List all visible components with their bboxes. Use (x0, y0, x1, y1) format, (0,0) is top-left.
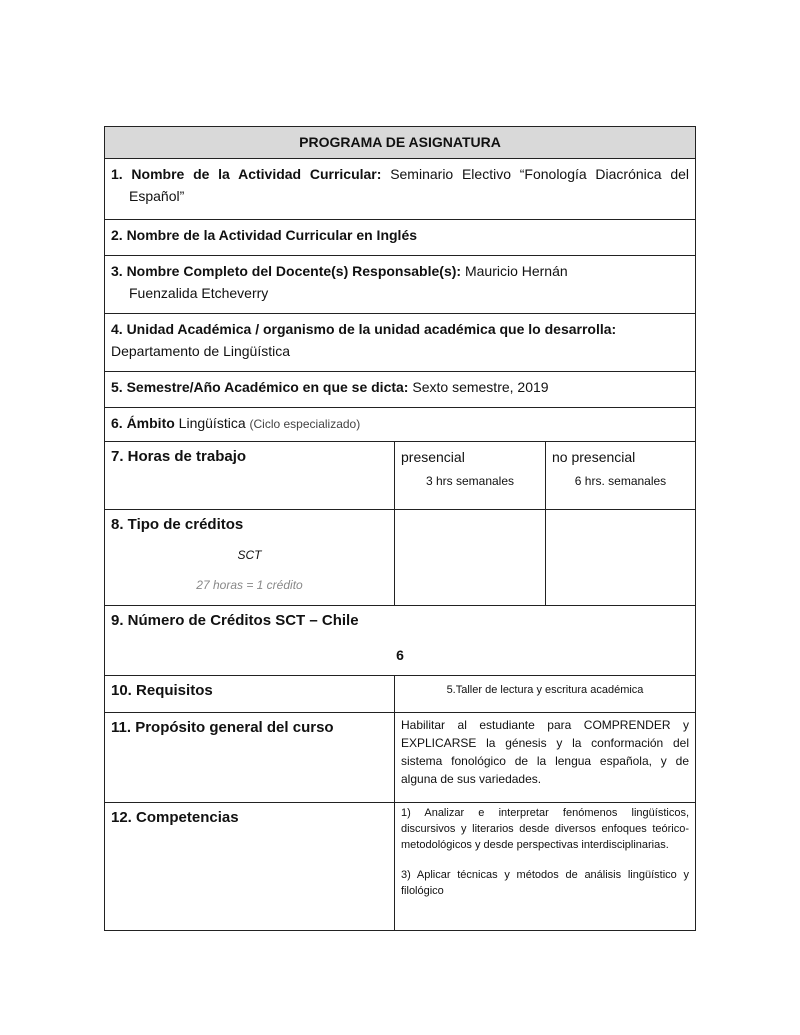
no-presencial-cell (546, 442, 695, 509)
competency-item: 1) Analizar e interpretar fenómenos lingüísticos, discursivos y literarios desde diversos enfoques teórico-metodológicos y desde perspectivas interdisciplinarias. (401, 807, 689, 851)
teacher-label: 3. Nombre Completo del Docente(s) Responsable(s): (111, 263, 462, 279)
purpose-label: 11. Propósito general del curso (105, 713, 395, 802)
presencial-value: 3 hrs semanales (425, 474, 515, 488)
row-semester (105, 371, 695, 407)
academic-unit-label: 4. Unidad Académica / organismo de la unidad académica que lo desarrolla: (111, 321, 617, 337)
credit-equivalence: 27 horas = 1 crédito (196, 578, 303, 592)
activity-name-cell (105, 159, 695, 219)
scope-cell (105, 408, 695, 441)
competency-item: 3) Aplicar técnicas y métodos de análisis lingüístico y filológico (401, 869, 689, 897)
requirements-label: 10. Requisitos (105, 676, 395, 712)
row-academic-unit (105, 313, 695, 371)
sct-credits-value: 6 (396, 647, 404, 663)
presencial-label: presencial (401, 449, 465, 465)
row-teacher (105, 255, 695, 313)
presencial-cell (395, 442, 546, 509)
credit-type-value: SCT (237, 548, 262, 562)
no-presencial-value: 6 hrs. semanales (574, 474, 667, 488)
scope-label: 6. Ámbito (111, 415, 175, 431)
semester-value: Sexto semestre, 2019 (412, 379, 549, 395)
activity-name-label: 1. Nombre de la Actividad Curricular: (111, 166, 382, 182)
row-work-hours (105, 441, 695, 509)
no-presencial-label: no presencial (552, 449, 636, 465)
sct-credits-cell (105, 606, 695, 675)
teacher-value: Mauricio Hernán Fuenzalida Etcheverry (129, 263, 568, 301)
row-purpose (105, 712, 695, 802)
credit-type-label: 8. Tipo de créditos (111, 516, 244, 533)
course-program-table (104, 126, 696, 931)
activity-name-value: Seminario Electivo “Fonología Diacrónica del Español” (129, 166, 690, 204)
academic-unit-cell (105, 314, 695, 371)
row-competencies (105, 802, 695, 930)
semester-label: 5. Semestre/Año Académico en que se dicta: (111, 379, 409, 395)
table-title: PROGRAMA DE ASIGNATURA (105, 127, 695, 158)
activity-name-english-label: 2. Nombre de la Actividad Curricular en Inglés (111, 227, 418, 243)
sct-credits-label: 9. Número de Créditos SCT – Chile (111, 612, 359, 629)
semester-cell (105, 372, 695, 407)
credit-type-empty-cell (395, 510, 546, 605)
row-sct-credits (105, 605, 695, 675)
credit-type-empty-cell-2 (546, 510, 695, 605)
competencies-list (395, 803, 695, 930)
work-hours-label: 7. Horas de trabajo (105, 442, 395, 509)
teacher-cell (105, 256, 695, 313)
row-scope (105, 407, 695, 441)
row-credit-type (105, 509, 695, 605)
scope-note: (Ciclo especializado) (249, 417, 361, 431)
table-header-row (105, 127, 695, 158)
academic-unit-value: Departamento de Lingüística (111, 343, 290, 359)
row-activity-name-english (105, 219, 695, 255)
credit-type-cell (105, 510, 395, 605)
requirements-value: 5.Taller de lectura y escritura académica (446, 684, 644, 696)
row-requirements (105, 675, 695, 712)
competencies-label: 12. Competencias (105, 803, 395, 930)
row-activity-name (105, 158, 695, 219)
scope-value: Lingüística (178, 415, 246, 431)
purpose-value: Habilitar al estudiante para COMPRENDER y EXPLICARSE la génesis y la conformación del sistema fonológico de la lengua española, y de alguna de sus variedades. (401, 718, 689, 786)
